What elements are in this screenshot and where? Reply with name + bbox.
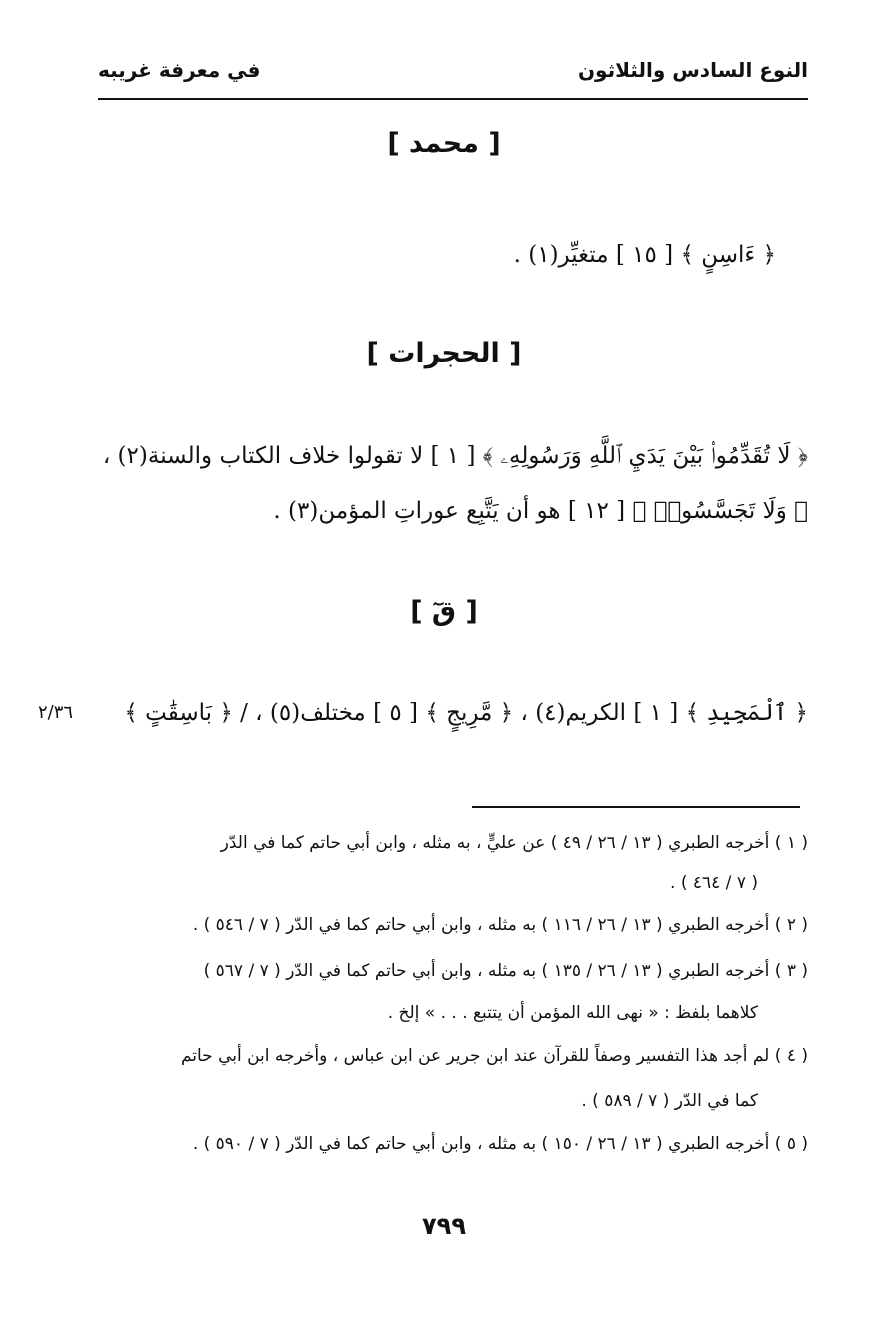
- gloss-line-qaf-1: ﴿ ٱلْمَجِيدِ ﴾ [ ١ ] الكريم(٤) ، ﴿ مَّرِيجٍ ﴾ [ ٥ ] مختلف(٥) ، / ﴿ بَاسِقَٰتٍ ﴾: [124, 700, 808, 726]
- footnote-2: ( ٢ ) أخرجه الطبري ( ١٣ / ٢٦ / ١١٦ ) به مثله ، وابن أبي حاتم كما في الدّر ( ٧ / ٥٤٦ ) .: [192, 915, 808, 935]
- manuscript-folio-reference: ٢/٣٦: [38, 702, 74, 723]
- header-divider: [98, 98, 808, 100]
- page-number: ٧٩٩: [422, 1212, 466, 1240]
- running-header-chapter: النوع السادس والثلاثون: [577, 58, 808, 82]
- gloss-line-muhammad-1: ﴿ ءَاسِنٍ ﴾ [ ١٥ ] متغيِّر(١) .: [513, 242, 776, 268]
- footnote-1-line-2: ( ٧ / ٤٦٤ ) .: [670, 873, 758, 893]
- footnote-3-line-1: ( ٣ ) أخرجه الطبري ( ١٣ / ٢٦ / ١٣٥ ) به مثله ، وابن أبي حاتم كما في الدّر ( ٧ / ٥٦٧ ): [203, 961, 808, 981]
- surah-heading-muhammad: [ محمد ]: [387, 128, 501, 159]
- surah-heading-qaf: [ قٓ ]: [410, 596, 478, 627]
- gloss-line-hujurat-2: ﴿ وَلَا تَجَسَّسُوا۟ ﴾ [ ١٢ ] هو أن يَتَّبِع عوراتِ المؤمن(٣) .: [273, 498, 808, 524]
- footnote-4-line-2: كما في الدّر ( ٧ / ٥٨٩ ) .: [581, 1091, 758, 1111]
- running-header-subject: في معرفة غريبه: [98, 58, 261, 82]
- footnote-4-line-1: ( ٤ ) لم أجد هذا التفسير وصفاً للقرآن عند ابن جرير عن ابن عباس ، وأخرجه ابن أبي حاتم: [180, 1046, 808, 1066]
- footnote-divider: [472, 806, 800, 808]
- footnote-3-line-2: كلاهما بلفظ : « نهى الله المؤمن أن يتتبع . . . » إلخ .: [387, 1003, 758, 1023]
- footnote-5: ( ٥ ) أخرجه الطبري ( ١٣ / ٢٦ / ١٥٠ ) به مثله ، وابن أبي حاتم كما في الدّر ( ٧ / ٥٩٠ ) .: [192, 1134, 808, 1154]
- surah-heading-hujurat: [ الحجرات ]: [366, 338, 522, 369]
- gloss-line-hujurat-1: ﴿ لَا تُقَدِّمُوا۟ بَيْنَ يَدَيِ ٱللَّهِ وَرَسُولِهِۦ ﴾ [ ١ ] لا تقولوا خلاف الكتاب والسنة(٢) ،: [102, 443, 808, 469]
- footnote-1-line-1: ( ١ ) أخرجه الطبري ( ١٣ / ٢٦ / ٤٩ ) عن عليٍّ ، به مثله ، وابن أبي حاتم كما في الدّر: [220, 833, 808, 853]
